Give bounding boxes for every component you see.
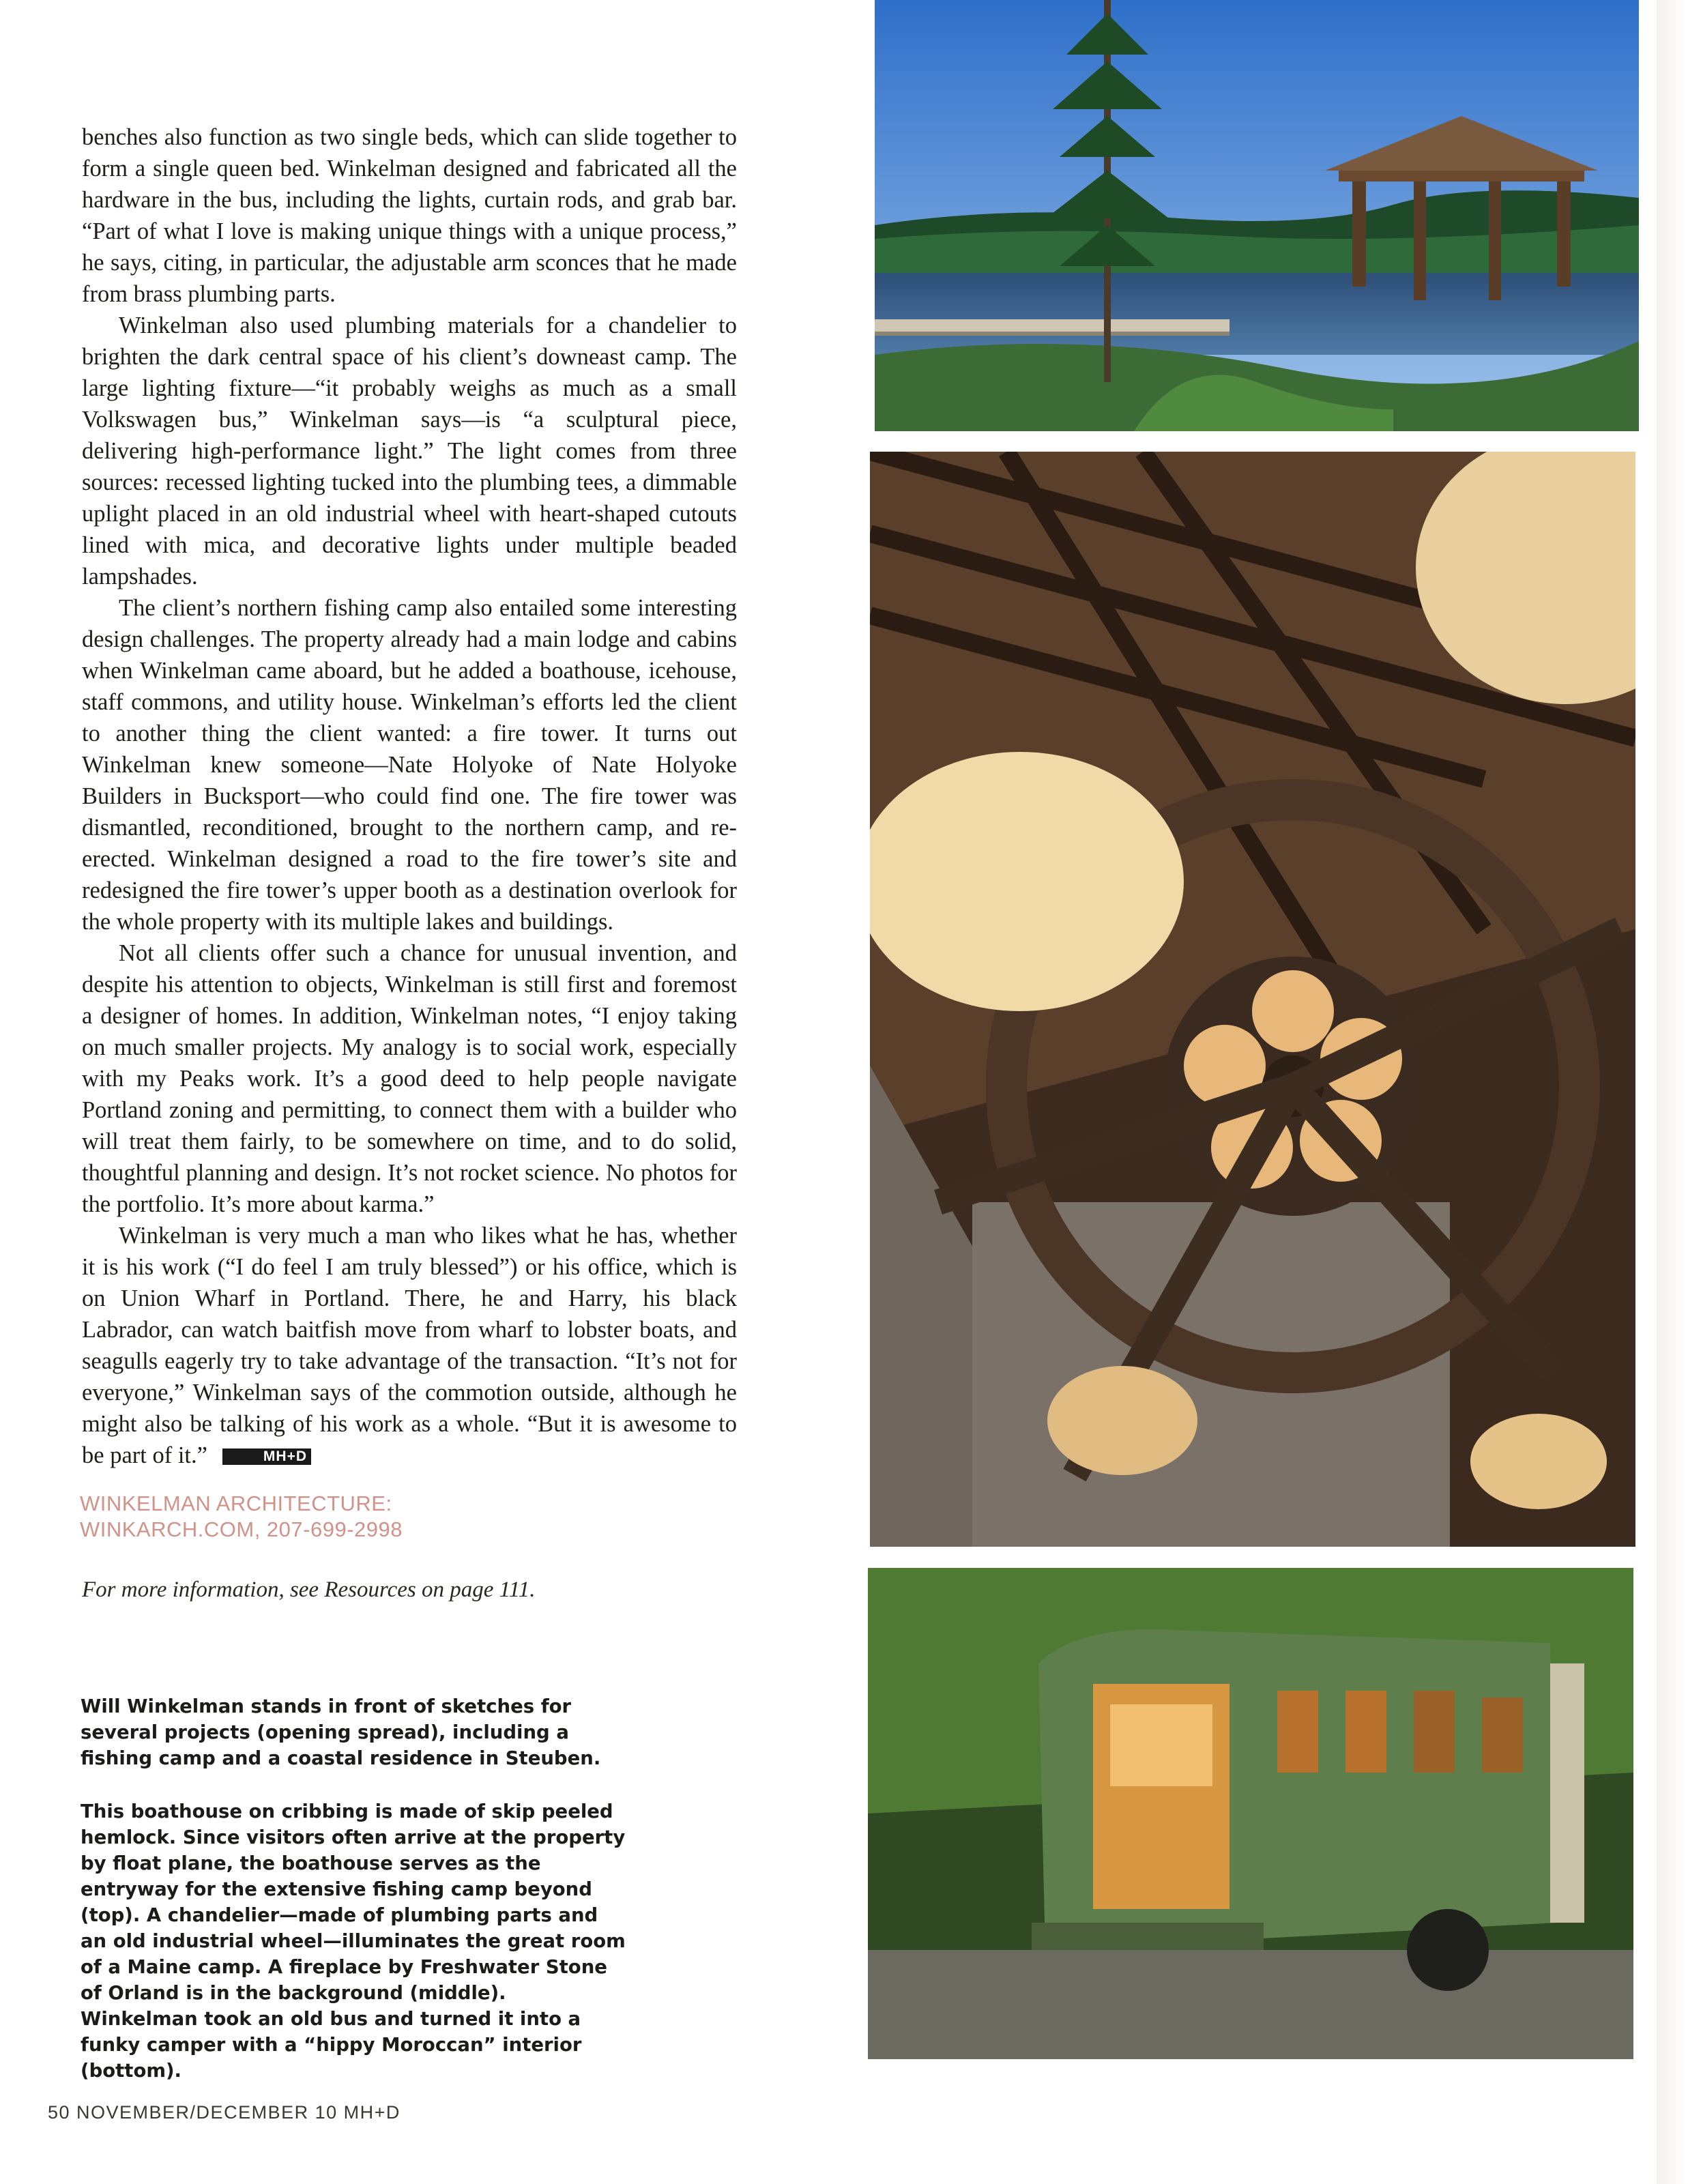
contact-web-phone: WINKARCH.COM, 207-699-2998 (80, 1517, 403, 1541)
chandelier-image (870, 452, 1635, 1547)
contact-info (80, 1491, 694, 1543)
page-folio: 50 NOVEMBER/DECEMBER 10 MH+D (48, 2102, 401, 2123)
boathouse-image (875, 0, 1639, 431)
bus-camper-photo (868, 1568, 1633, 2059)
boathouse-photo (875, 0, 1639, 431)
article-paragraph-5 (82, 1220, 737, 1471)
end-mark-logo: MH+D (222, 1448, 311, 1465)
scan-edge (1657, 0, 1688, 2184)
article-paragraph-5-text: Winkelman is very much a man who likes what he has, whether it is his work (“I do feel I am truly blessed”) or his office, which is on Union Wharf in Portland. There, he and Harry, his black Labrador, can watch baitfish move from wharf to lobster boats, and seagulls eagerly try to take advantage of the transaction. “It’s not for everyone,” Winkelman says of the commotion outside, although he might also be talking of his work as a whole. “But it is awesome to be part of it.” (82, 1223, 737, 1468)
caption-opening-spread: Will Winkelman stands in front of sketches for several projects (opening spread), including a fishing camp and a coastal residence in Steuben. (81, 1695, 601, 1769)
contact-firm: WINKELMAN ARCHITECTURE: (80, 1491, 392, 1515)
caption-photos: This boathouse on cribbing is made of skip peeled hemlock. Since visitors often arrive at the property by float plane, the boathouse serves as the entryway for the extensive fishing camp beyond (top). A chandelier—made of plumbing parts and an old industrial wheel—illuminates the great room of a Maine camp. A fireplace by Freshwater Stone of Orland is in the background (middle). Winkelman took an old bus and turned it into a funky camper with a “hippy Moroccan” interior (bottom). (81, 1801, 626, 2082)
bus-camper-image (868, 1568, 1633, 2059)
article-paragraph-2: Winkelman also used plumbing materials for a chandelier to brighten the dark central space of his client’s downeast camp. The large lighting fixture—“it probably weighs as much as a small Volkswagen bus,” Winkelman says—is “a sculptural piece, delivering high-performance light.” The light comes from three sources: recessed lighting tucked into the plumbing tees, a dimmable uplight placed in an old industrial wheel with heart-shaped cutouts lined with mica, and decorative lights under multiple beaded lampshades. (82, 312, 737, 589)
article-paragraph-3: The client’s northern fishing camp also entailed some interesting design challenges. The property already had a main lodge and cabins when Winkelman came aboard, but he added a boathouse, icehouse, staff commons, and utility house. Winkelman’s efforts led the client to another thing the client wanted: a fire tower. It turns out Winkelman knew someone—Nate Holyoke of Nate Holyoke Builders in Bucksport—who could find one. The fire tower was dismantled, reconditioned, brought to the northern camp, and re-erected. Winkelman designed a road to the fire tower’s site and redesigned the fire tower’s upper booth as a destination overlook for the whole property with its multiple lakes and buildings. (82, 595, 737, 935)
article-paragraph-4: Not all clients offer such a chance for unusual invention, and despite his attention to objects, Winkelman is still first and foremost a designer of homes. In addition, Winkelman notes, “I enjoy taking on much smaller projects. My analogy is to social work, especially with my Peaks work. It’s a good deed to help people navigate Portland zoning and permitting, to connect them with a builder who will treat them fairly, to be somewhere on time, and to do solid, thoughtful planning and design. It’s not rocket science. No photos for the portfolio. It’s more about karma.” (82, 940, 737, 1217)
chandelier-photo (870, 452, 1635, 1547)
article-body (82, 121, 737, 1471)
article-paragraph-1: benches also function as two single beds, which can slide together to form a single queen bed. Winkelman designed and fabricated all the hardware in the bus, including the lights, curtain rods, and grab bar. “Part of what I love is making unique things with a unique process,” he says, citing, in particular, the adjustable arm sconces that he made from brass plumbing parts. (82, 124, 737, 307)
resources-note: For more information, see Resources on page 111. (82, 1577, 536, 1602)
photo-captions (81, 1693, 626, 2111)
